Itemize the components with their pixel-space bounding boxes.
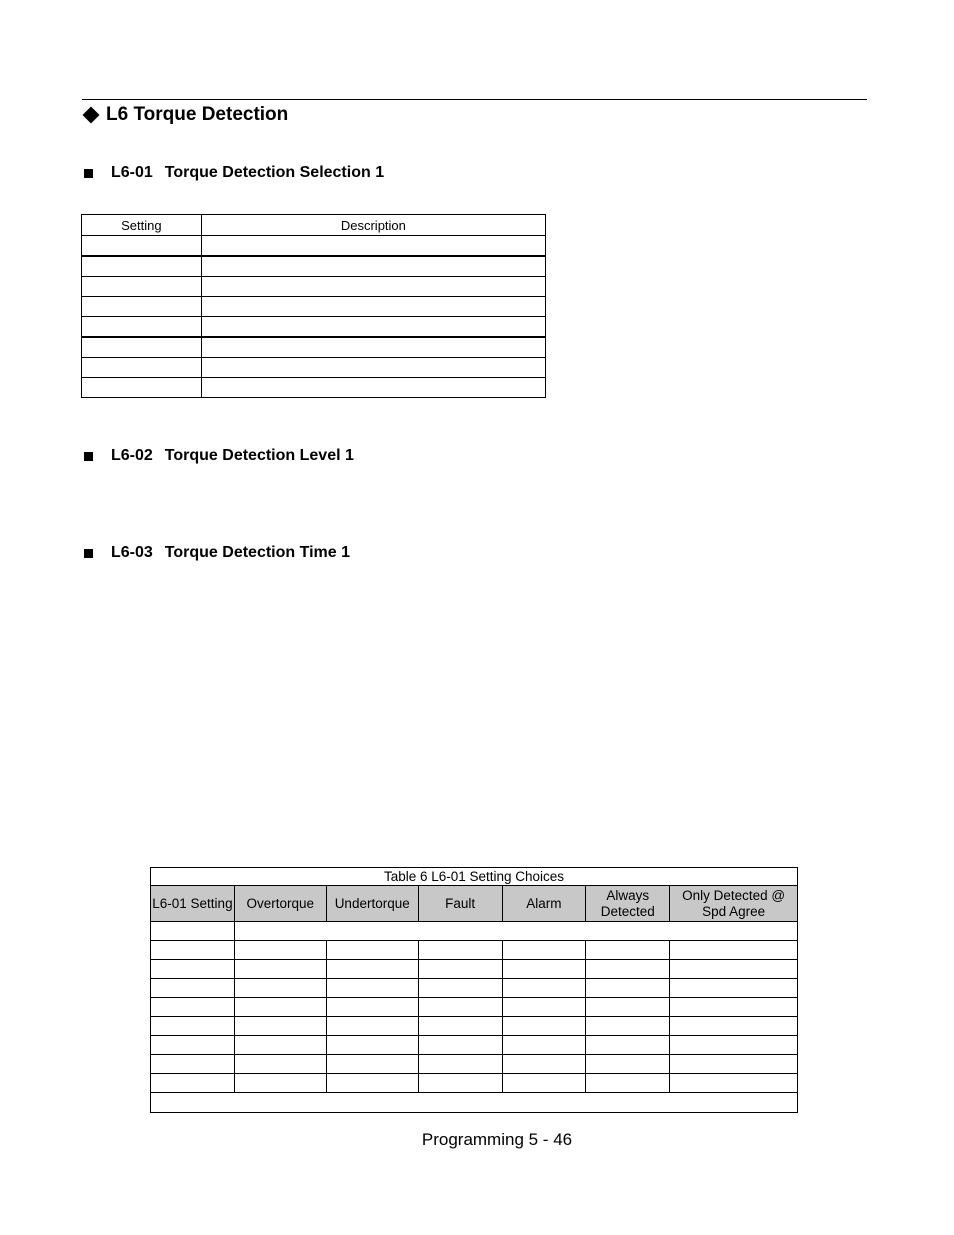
- table-row: [151, 1017, 798, 1036]
- table-row: [151, 1036, 798, 1055]
- param-name: Torque Detection Level 1: [164, 447, 354, 464]
- param-code: L6-02: [111, 447, 153, 464]
- header-description: Description: [201, 215, 545, 236]
- table-row: [151, 979, 798, 998]
- header-setting: Setting: [82, 215, 202, 236]
- table-row: [82, 236, 546, 257]
- table-row: [82, 358, 546, 378]
- table-row: [151, 941, 798, 960]
- table-row: [151, 960, 798, 979]
- table-row: [151, 1074, 798, 1093]
- header-l6-01-setting: L6-01 Setting: [151, 886, 235, 922]
- table-footer-row: [151, 1093, 798, 1113]
- table-row: [151, 1055, 798, 1074]
- page-footer: Programming 5 - 46: [421, 1130, 573, 1149]
- table-caption: Table 6 L6-01 Setting Choices: [151, 868, 798, 886]
- square-bullet-icon: [84, 549, 93, 558]
- square-bullet-icon: [84, 169, 93, 178]
- settings-table: [81, 214, 546, 398]
- section-title-text: L6 Torque Detection: [106, 104, 289, 125]
- header-undertorque: Undertorque: [326, 886, 418, 922]
- table-row: [82, 317, 546, 338]
- diamond-bullet-icon: [83, 107, 100, 124]
- param-name: Torque Detection Selection 1: [164, 164, 385, 181]
- param-code: L6-01: [111, 164, 153, 181]
- table-row: [82, 277, 546, 297]
- param-code: L6-03: [111, 544, 153, 561]
- table-caption-row: [151, 868, 798, 886]
- table-row: [82, 256, 546, 277]
- header-fault: Fault: [418, 886, 502, 922]
- square-bullet-icon: [84, 452, 93, 461]
- table-row: [82, 297, 546, 317]
- table-row: [151, 922, 798, 941]
- table-row: [82, 378, 546, 398]
- param-heading-l6-03: [84, 544, 350, 562]
- table-row: [82, 337, 546, 358]
- header-only-detected-spd-agree: Only Detected @ Spd Agree: [670, 886, 798, 922]
- table-row: [151, 998, 798, 1017]
- setting-choices-table: [150, 867, 798, 1113]
- section-title: [82, 104, 288, 126]
- table-header-row: [82, 215, 546, 236]
- top-rule: [82, 99, 867, 100]
- header-alarm: Alarm: [502, 886, 586, 922]
- param-heading-l6-01: [84, 164, 384, 182]
- table-header-row: [151, 886, 798, 922]
- header-always-detected: Always Detected: [586, 886, 670, 922]
- header-overtorque: Overtorque: [234, 886, 326, 922]
- param-heading-l6-02: [84, 447, 354, 465]
- param-name: Torque Detection Time 1: [164, 544, 351, 561]
